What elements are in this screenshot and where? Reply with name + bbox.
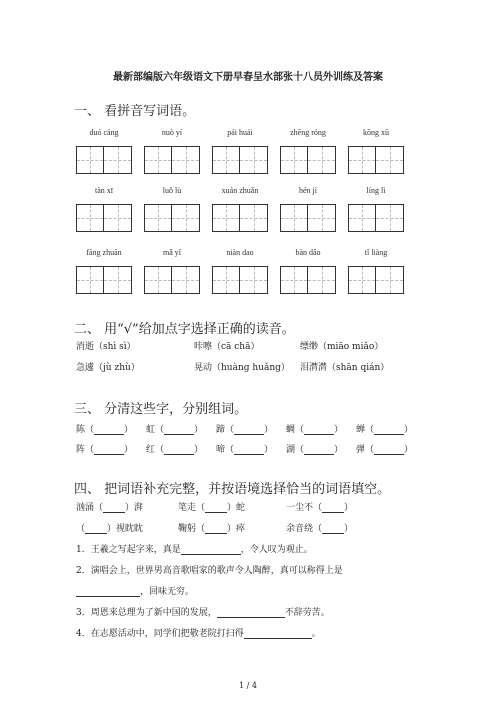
writing-grid[interactable] (212, 146, 268, 174)
idiom-item: 鞠躬（ ）瘁 (178, 524, 246, 534)
answer-blank[interactable] (374, 454, 404, 455)
char: 弹 (356, 445, 366, 455)
question-1: 1．王羲之写起字来，真是 ，令人叹为观止。 (76, 545, 313, 555)
answer-blank[interactable] (322, 512, 344, 513)
writing-grid[interactable] (212, 204, 268, 232)
answer-blank[interactable] (304, 454, 334, 455)
char: 虹 (146, 425, 156, 435)
reading-choice[interactable]: 咔嚓（cā chā） (194, 342, 260, 352)
writing-grid[interactable] (144, 204, 200, 232)
answer-blank[interactable] (205, 533, 227, 534)
answer-blank[interactable] (164, 454, 194, 455)
char: 陈 (76, 425, 86, 435)
answer-blank[interactable] (234, 454, 264, 455)
writing-grid[interactable] (144, 266, 200, 294)
idiom-item: 余音绕（ ） (286, 524, 354, 534)
char: 湖 (286, 445, 296, 455)
writing-grid[interactable] (76, 146, 132, 174)
pinyin: bàn dǎo (295, 248, 321, 257)
question-3: 3．周恩来总理为了新中国的发展， 不辞劳苦。 (76, 608, 330, 618)
char: 啼 (216, 445, 226, 455)
pinyin: kōng xū (363, 128, 389, 137)
answer-blank[interactable] (234, 434, 264, 435)
pinyin: hén jì (299, 186, 317, 195)
answer-blank[interactable] (103, 512, 125, 513)
pinyin: fāng zhuān (86, 248, 122, 257)
section-2-heading: 二、 用“√”给加点字选择正确的读音。 (74, 322, 295, 337)
reading-choice[interactable]: 急遽（jù zhù） (76, 363, 140, 373)
section-1-heading: 一、 看拼音写词语。 (74, 104, 196, 119)
word-item: 啼（ ） (216, 445, 274, 455)
answer-blank[interactable] (322, 533, 344, 534)
idiom-item: 笔走（ ）蛇 (178, 503, 246, 513)
word-item: 虹（ ） (146, 425, 204, 435)
pinyin: duó cáng (89, 128, 119, 137)
idiom-item: 汹涌（ ）湃 (76, 503, 144, 513)
writing-grid[interactable] (212, 266, 268, 294)
page-number: 1 / 4 (239, 681, 257, 690)
char: 蝉 (356, 425, 366, 435)
pinyin: niàn dao (226, 248, 254, 257)
reading-choice[interactable]: 消逝（shì sì） (76, 342, 136, 352)
pinyin: xuán zhuǎn (221, 186, 259, 195)
word-item: 红（ ） (146, 445, 204, 455)
char: 红 (146, 445, 156, 455)
answer-blank[interactable] (94, 454, 124, 455)
section-3-heading: 三、 分清这些字，分别组词。 (74, 402, 248, 417)
pinyin: tàn xī (95, 186, 113, 195)
pinyin: tǐ liàng (364, 248, 388, 257)
pinyin: luǒ lù (162, 186, 182, 195)
word-item: 蝉（ ） (356, 425, 414, 435)
word-item: 阵（ ） (76, 445, 134, 455)
reading-choice[interactable]: 泪潸潸（shān qián） (300, 363, 390, 373)
word-item: 蹄（ ） (216, 425, 274, 435)
idiom-item: 一尘不（ ） (286, 503, 354, 513)
pinyin: líng lì (366, 186, 386, 195)
answer-blank[interactable] (181, 554, 241, 555)
writing-grid[interactable] (348, 204, 404, 232)
answer-blank[interactable] (205, 512, 227, 513)
pinyin: zhēng róng (290, 128, 326, 137)
answer-blank[interactable] (374, 434, 404, 435)
writing-grid[interactable] (76, 266, 132, 294)
question-2: 2．演唱会上，世界男高音歌唱家的歌声令人陶醉，真可以称得上是 (76, 566, 343, 576)
writing-grid[interactable] (348, 266, 404, 294)
section-4-heading: 四、 把词语补充完整，并按语境选择恰当的词语填空。 (74, 482, 391, 497)
word-item: 陈（ ） (76, 425, 134, 435)
writing-grid[interactable] (280, 146, 336, 174)
question-4: 4．在志愿活动中，同学们把敬老院打扫得 。 (76, 629, 321, 639)
char: 蹄 (216, 425, 226, 435)
answer-blank[interactable] (164, 434, 194, 435)
word-item: 湖（ ） (286, 445, 344, 455)
reading-choice[interactable]: 晃动（huàng huǎng） (194, 363, 290, 373)
word-item: 蜩（ ） (286, 425, 344, 435)
page-title: 最新部编版六年级语文下册早春呈水部张十八员外训练及答案 (113, 72, 383, 83)
writing-grid[interactable] (280, 266, 336, 294)
answer-blank[interactable] (85, 533, 107, 534)
writing-grid[interactable] (144, 146, 200, 174)
answer-blank[interactable] (244, 638, 312, 639)
answer-blank[interactable] (76, 596, 140, 597)
writing-grid[interactable] (76, 204, 132, 232)
char: 蜩 (286, 425, 296, 435)
pinyin: nuò yí (161, 128, 183, 137)
writing-grid[interactable] (280, 204, 336, 232)
question-2-cont: ，回味无穷。 (76, 584, 194, 597)
idiom-item: （ ）视眈眈 (76, 524, 144, 534)
writing-grid[interactable] (348, 146, 404, 174)
word-item: 弹（ ） (356, 445, 414, 455)
answer-blank[interactable] (94, 434, 124, 435)
pinyin: mǎ yǐ (163, 248, 181, 257)
pinyin: pái huái (227, 128, 253, 137)
answer-blank[interactable] (304, 434, 334, 435)
char: 阵 (76, 445, 86, 455)
reading-choice[interactable]: 缥缈（miāo miǎo） (300, 342, 384, 352)
answer-blank[interactable] (217, 617, 285, 618)
